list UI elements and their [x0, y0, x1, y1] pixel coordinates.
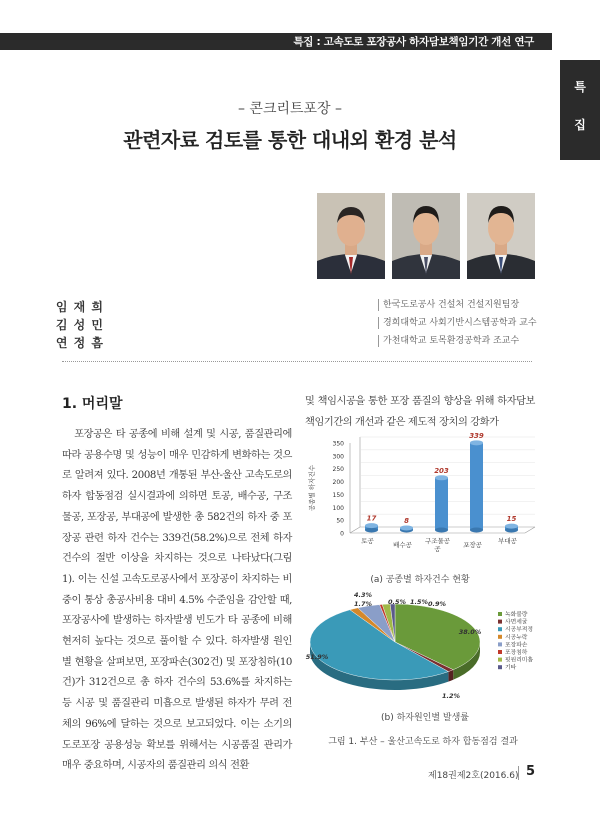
bar-value-label: 15 — [506, 515, 517, 524]
legend-label: 시공부적정 — [505, 627, 533, 634]
pie-slice-label: 1.7% — [353, 600, 373, 608]
figure-caption: 그림 1. 부산 – 울산고속도로 하자 합동점검 결과 — [328, 737, 518, 747]
pie-slice-label: 1.2% — [441, 692, 461, 700]
side-tab-char-2: 집 — [574, 118, 586, 132]
y-tick-label: 0 — [340, 530, 344, 538]
bar-top — [365, 523, 378, 528]
header-banner — [0, 33, 552, 50]
bar — [400, 525, 413, 532]
legend-label: 기타 — [505, 665, 517, 672]
bar-value-label: 203 — [434, 466, 449, 475]
author-affiliation: 경희대학교 사회기반시스템공학과 교수 — [378, 317, 537, 329]
author-name: 연 정 흠 — [55, 336, 104, 350]
pie-slice-label: 0.9% — [427, 600, 447, 608]
bar-body — [470, 443, 483, 530]
bar-top — [470, 440, 483, 445]
bar-base — [470, 528, 483, 533]
legend-label: 핏원리미흡 — [505, 657, 533, 664]
bar-top — [505, 524, 518, 529]
bar-value-label: 339 — [469, 431, 484, 440]
pie-chart-caption: (b) 하자원인별 발생률 — [380, 713, 469, 723]
pie-slice-label: 0.5% — [387, 598, 407, 606]
pie-slice-label: 4.3% — [353, 591, 373, 599]
bar-base — [435, 528, 448, 533]
header-banner-text: 특집 : 고속도로 포장공사 하자담보책임기간 개선 연구 — [293, 36, 534, 48]
legend-swatch — [498, 627, 502, 631]
bar-base — [365, 528, 378, 533]
bar-body — [435, 478, 448, 530]
bar-chart-caption: (a) 공종별 하자건수 현황 — [370, 575, 470, 585]
x-tick-label: 배수공 — [393, 541, 412, 549]
footer-issue: 제18권제2호(2016.6) — [428, 771, 519, 781]
x-tick-label: 토공 — [361, 537, 374, 545]
body-text-left — [62, 425, 292, 777]
page-number: 5 — [526, 764, 536, 779]
legend-swatch — [498, 650, 502, 654]
author-photo-3 — [467, 193, 535, 279]
bar-top — [435, 475, 448, 480]
legend-label: 녹화불량 — [505, 612, 528, 618]
bar-value-label: 17 — [366, 514, 377, 523]
y-tick-label: 50 — [336, 517, 344, 525]
author-photo-1 — [317, 193, 385, 279]
paragraph: 포장공은 타 공종에 비해 설계 및 시공, 품질관리에 따라 공용수명 및 성능이 매우 민감하게 변화하는 것으로 알려져 있다. 2008년 개통된 부산-울산 고속도로의 하자 합동점검 실시결과에 의하면 토공, 배수공, 구조물공, 포장공, 부대공에 발생한 총 582건의 하자 중 포장공 관련 하자 건수는 339건(58.2%)으로 전체 하자 건수의 절반 이상을 차지하는 것으로 나타났다(그림 1). 이는 신설 고속도로공사에서 포장공이 차지하는 비중이 통상 총공사비용 대비 4.5% 수준임을 감안할 때, 포장공사에 발생하는 하자발생 빈도가 타 공종에 비해 현저히 높다는 것으로 풀이할 수 있다. 하자발생 원인별 현황을 살펴보면, 포장파손(302건) 및 포장침하(10건)가 312건으로 총 하자 건수의 53.6%를 차지하는 등 시공 및 품질관리 미흡으로 발생된 하자가 무려 전체의 96%에 달하는 것으로 보고되었다. 이는 소기의 도로포장 공용성능 확보를 위해서는 시공품질 관리가 매우 중요하며, 시공자의 품질관리 의식 전환 — [62, 429, 292, 772]
bar-top — [400, 525, 413, 530]
legend-label: 포장파손 — [505, 642, 528, 649]
author-name: 김 성 민 — [55, 318, 104, 332]
bar — [365, 523, 378, 532]
legend-swatch — [498, 620, 502, 624]
bar — [435, 475, 448, 532]
legend-label: 포장침하 — [505, 650, 528, 656]
y-tick-label: 150 — [332, 491, 344, 499]
y-tick-label: 350 — [332, 440, 344, 448]
side-tab — [560, 60, 600, 160]
y-tick-label: 300 — [332, 453, 344, 461]
legend-swatch — [498, 642, 502, 646]
section-divider — [62, 361, 532, 362]
author-affiliation: 가천대학교 토목환경공학과 조교수 — [378, 335, 519, 347]
pie-slice-label: 1.5% — [409, 598, 429, 606]
bar-value-label: 8 — [404, 516, 409, 525]
legend-swatch — [498, 635, 502, 639]
x-tick-label: 부대공 — [498, 537, 517, 545]
pie-slice-label: 38.0% — [458, 628, 482, 636]
side-tab-char-1: 특 — [574, 80, 586, 94]
y-axis-label: 공종별 하자건수 — [308, 464, 316, 512]
pie-slice-label: 51.9% — [305, 653, 329, 661]
author-affiliation: 한국도로공사 건설처 건설지원팀장 — [378, 299, 519, 311]
bar-chart — [302, 431, 547, 570]
body-text-right: 및 책임시공을 통한 포장 품질의 향상을 위해 하자담보책임기간의 개선과 같은 제도적 장치의 강화가 — [305, 396, 535, 428]
legend-label: 사면세굴 — [505, 619, 528, 626]
y-tick-label: 250 — [332, 466, 344, 474]
legend-label: 시공누락 — [505, 634, 528, 641]
y-tick-label: 200 — [332, 479, 344, 487]
x-tick-label: 구조물공 — [424, 537, 451, 545]
legend-swatch — [498, 612, 502, 616]
section-heading: 1. 머리말 — [62, 396, 123, 412]
author-photo-2 — [392, 193, 460, 279]
article-title: 관련자료 검토를 통한 대내외 환경 분석 — [123, 128, 457, 152]
x-tick-label: 포장공 — [463, 541, 482, 549]
legend-swatch — [498, 665, 502, 669]
bar — [470, 440, 483, 532]
pie-chart — [305, 590, 545, 710]
y-tick-label: 100 — [332, 504, 344, 512]
author-name: 임 재 희 — [55, 300, 104, 314]
footer-separator — [518, 766, 519, 780]
article-subtitle: – 콘크리트포장 – — [237, 101, 343, 117]
x-tick-label: 공 — [434, 545, 441, 553]
legend-swatch — [498, 658, 502, 662]
bar — [505, 524, 518, 533]
